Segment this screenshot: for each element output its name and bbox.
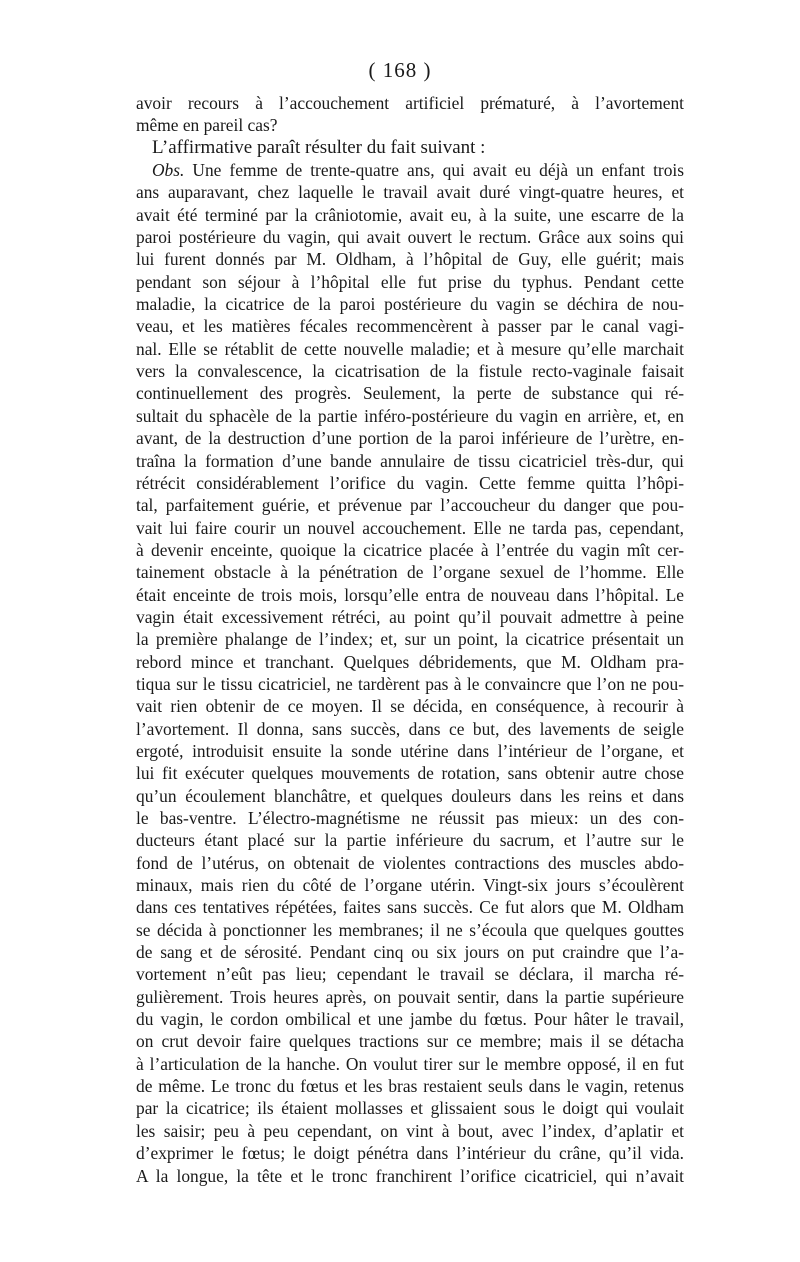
text-line: même en pareil cas? — [136, 115, 278, 136]
text-line: avant, de la destruction d’une portion de la paroi inférieure de l’urètre, en- — [136, 428, 684, 449]
text-line: tiqua sur le tissu cicatriciel, ne tardèrent pas à le convaincre que l’on ne pou- — [136, 673, 684, 694]
text-line: minaux, mais rien du côté de l’organe utérin. Vingt-six jours s’écoulèrent — [136, 875, 684, 896]
text-line: rétrécit considérablement l’orifice du vagin. Cette femme quitta l’hôpi- — [136, 472, 684, 493]
text-line: maladie, la cicatrice de la paroi postérieure du vagin se déchira de nou- — [136, 294, 684, 315]
text-line: avait été terminé par la crâniotomie, avait eu, à la suite, une escarre de la — [136, 204, 684, 225]
observation-first-line-text: Une femme de trente-quatre ans, qui avait eu déjà un enfant trois — [192, 160, 684, 181]
text-line: sultait du sphacèle de la partie inféro-postérieure du vagin en arrière, et, en — [136, 405, 684, 426]
text-line: vait lui faire courir un nouvel accouchement. Elle ne tarda pas, cependant, — [136, 517, 684, 538]
text-line: le bas-ventre. L’électro-magnétisme ne réussit pas mieux: un des con- — [136, 808, 684, 828]
observation-paragraph — [136, 181, 684, 1186]
text-line: dans ces tentatives répétées, faites sans succès. Ce fut alors que M. Oldham — [136, 897, 684, 918]
text-line: ducteurs étant placé sur la partie inférieure du sacrum, et l’autre sur le — [136, 830, 684, 851]
page-number: ( 168 ) — [368, 58, 432, 82]
text-line: de même. Le tronc du fœtus et les bras restaient seuls dans le vagin, retenus — [136, 1076, 684, 1097]
statement-line: L’affirmative paraît résulter du fait suivant : — [152, 136, 486, 158]
text-line: la première phalange de l’index; et, sur un point, la cicatrice présentait un — [136, 629, 684, 650]
text-line: tal, parfaitement guérie, et prévenue par l’accoucheur du danger que pou- — [136, 495, 684, 516]
observation-first-line — [136, 159, 684, 181]
text-line: était enceinte de trois mois, lorsqu’elle entra de nouveau dans l’hôpital. Le — [136, 584, 684, 605]
text-line: lui furent donnés par M. Oldham, à l’hôpital de Guy, elle guérit; mais — [136, 249, 684, 270]
text-line: ans auparavant, chez laquelle le travail avait duré vingt-quatre heures, et — [136, 182, 684, 203]
text-line: paroi postérieure du vagin, qui avait ouvert le rectum. Grâce aux soins qui — [136, 227, 684, 248]
text-line: gulièrement. Trois heures après, on pouvait sentir, dans la partie supérieure — [136, 986, 684, 1007]
text-line: tainement obstacle à la pénétration de l’organe sexuel de l’homme. Elle — [136, 562, 684, 583]
text-line: traîna la formation d’une bande annulaire de tissu cicatriciel très-dur, qui — [136, 450, 684, 471]
text-line: avoir recours à l’accouchement artificiel prématuré, à l’avortement — [136, 93, 684, 113]
text-line: on crut devoir faire quelques tractions sur ce membre; mais il se détacha — [136, 1031, 684, 1052]
text-line: A la longue, la tête et le tronc franchirent l’orifice cicatriciel, qui n’avait — [136, 1165, 684, 1186]
text-line: vers la convalescence, la cicatrisation de la fistule recto-vaginale faisait — [136, 361, 684, 382]
text-line: veau, et les matières fécales recommencèrent à passer par le canal vagi- — [136, 316, 684, 337]
text-line: continuellement des progrès. Seulement, la perte de substance qui ré- — [136, 383, 684, 404]
text-line: du vagin, le cordon ombilical et une jambe du fœtus. Pour hâter le travail, — [136, 1009, 684, 1030]
text-line: par la cicatrice; ils étaient mollasses et glissaient sous le doigt qui voulait — [136, 1098, 684, 1119]
text-line: ergoté, introduisit ensuite la sonde utérine dans l’intérieur de l’organe, et — [136, 740, 684, 761]
text-line: rebord mince et tranchant. Quelques débridements, que M. Oldham pra- — [136, 651, 684, 672]
text-line: vortement n’eût pas lieu; cependant le travail se déclara, il marcha ré- — [136, 964, 684, 985]
text-line: vait rien obtenir de ce moyen. Il se décida, en conséquence, à recourir à — [136, 696, 684, 717]
text-line: nal. Elle se rétablit de cette nouvelle maladie; et à mesure qu’elle marchait — [136, 338, 684, 359]
text-line: lui fit exécuter quelques mouvements de rotation, sans obtenir autre chose — [136, 763, 684, 784]
text-line: qu’un écoulement blanchâtre, et quelques douleurs dans les reins et dans — [136, 785, 684, 806]
text-line: à devenir enceinte, quoique la cicatrice placée à l’entrée du vagin mît cer- — [136, 539, 684, 560]
text-line: pendant son séjour à l’hôpital elle fut prise du typhus. Pendant cette — [136, 271, 684, 292]
body-text — [136, 92, 684, 1187]
text-line: de sang et de sérosité. Pendant cinq ou six jours on put craindre que l’a- — [136, 942, 684, 963]
observation-label: Obs. — [152, 160, 185, 181]
text-line: vagin était excessivement rétréci, au point qu’il pouvait admettre à peine — [136, 606, 684, 627]
text-line: se décida à ponctionner les membranes; il ne s’écoula que quelques gouttes — [136, 919, 684, 940]
text-line: fond de l’utérus, on obtenait de violentes contractions des muscles abdo- — [136, 852, 684, 873]
text-line: l’avortement. Il donna, sans succès, dans ce but, des lavements de seigle — [136, 718, 684, 739]
text-line: les saisir; peu à peu cependant, on vint à bout, avec l’index, d’aplatir et — [136, 1120, 684, 1141]
text-line: à l’articulation de la hanche. On voulut tirer sur le membre opposé, il en fut — [136, 1053, 684, 1074]
text-line: d’exprimer le fœtus; le doigt pénétra dans l’intérieur du crâne, qu’il vida. — [136, 1143, 684, 1164]
